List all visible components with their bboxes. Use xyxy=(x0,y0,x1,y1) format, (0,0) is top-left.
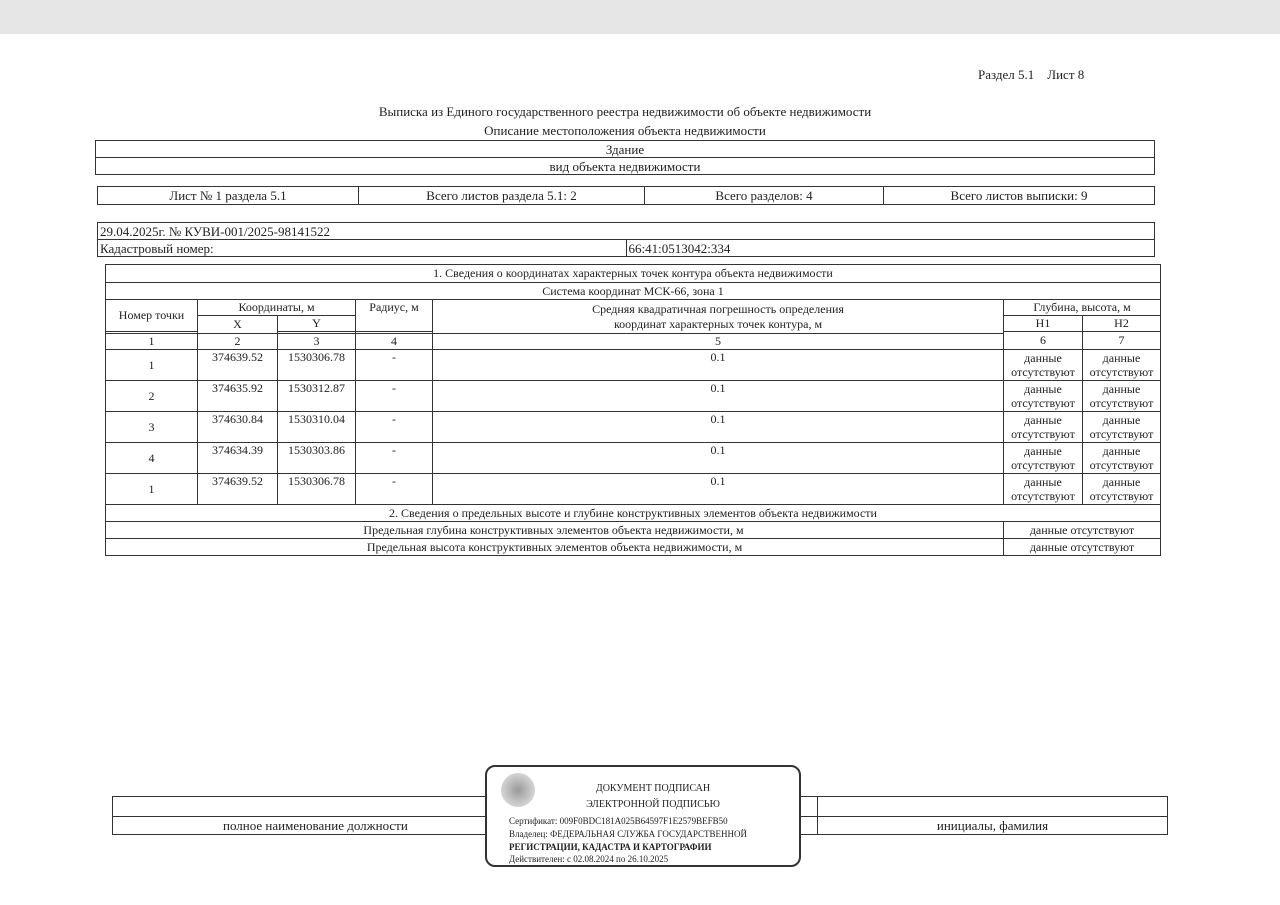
stamp-validity: Действителен: с 02.08.2024 по 26.10.2025 xyxy=(509,854,669,864)
header-h1: H1 xyxy=(1004,316,1083,332)
coord-x: 374639.52 xyxy=(198,474,278,505)
header-radius: Радиус, м xyxy=(356,300,433,332)
limit-height-value: данные отсутствуют xyxy=(1004,539,1161,556)
coord-y: 1530312.87 xyxy=(278,381,356,412)
h1-text: данные xyxy=(1024,351,1062,365)
table-row xyxy=(106,412,1161,443)
stamp-line2: ЭЛЕКТРОННОЙ ПОДПИСЬЮ xyxy=(586,799,720,810)
h1-value xyxy=(1004,350,1083,381)
object-type: Здание xyxy=(96,141,1155,158)
h1-text: отсутствуют xyxy=(1011,489,1075,503)
h2-value xyxy=(1083,474,1161,505)
coord-x: 374635.92 xyxy=(198,381,278,412)
position-caption: полное наименование должности xyxy=(113,817,818,835)
stamp-line1: ДОКУМЕНТ ПОДПИСАН xyxy=(595,783,711,794)
h2-text: данные xyxy=(1102,382,1141,396)
h2-text: данные xyxy=(1102,475,1141,489)
cadastral-number: 66:41:0513042:334 xyxy=(626,240,1155,257)
h1-value xyxy=(1004,381,1083,412)
cadastral-label: Кадастровый номер: xyxy=(98,240,627,257)
header-point: Номер точки xyxy=(106,300,198,332)
radius: - xyxy=(356,412,433,443)
h2-text: данные xyxy=(1102,351,1141,365)
point-number: 1 xyxy=(106,474,198,505)
error: 0.1 xyxy=(433,381,1004,412)
h2-text: отсутствуют xyxy=(1089,489,1154,503)
reference-box xyxy=(97,222,1155,257)
h1-text: данные xyxy=(1024,444,1062,458)
radius: - xyxy=(356,350,433,381)
coord-x: 374639.52 xyxy=(198,350,278,381)
document-reference: 29.04.2025г. № КУВИ-001/2025-98141522 xyxy=(98,223,1155,240)
header-x: X xyxy=(198,316,278,334)
radius: - xyxy=(356,474,433,505)
point-number: 4 xyxy=(106,443,198,474)
document-subtitle: Описание местоположения объекта недвижимости xyxy=(484,123,766,138)
sheet-label: Лист 8 xyxy=(1047,67,1085,82)
coord-x: 374634.39 xyxy=(198,443,278,474)
h2-text: данные xyxy=(1102,444,1141,458)
h1-text: отсутствуют xyxy=(1011,396,1075,410)
sheets-total: Всего листов выписки: 9 xyxy=(884,187,1155,205)
h1-text: отсутствуют xyxy=(1011,427,1075,441)
h2-value xyxy=(1083,381,1161,412)
error: 0.1 xyxy=(433,474,1004,505)
h1-text: отсутствуют xyxy=(1011,365,1075,379)
sheet-info-row xyxy=(97,186,1155,205)
error: 0.1 xyxy=(433,412,1004,443)
stamp-owner-line1: Владелец: ФЕДЕРАЛЬНАЯ СЛУЖБА ГОСУДАРСТВЕННОЙ xyxy=(509,829,748,839)
col-number-2: 2 xyxy=(198,334,278,350)
col-number-3: 3 xyxy=(278,334,356,350)
radius: - xyxy=(356,381,433,412)
point-number: 2 xyxy=(106,381,198,412)
scan-edge xyxy=(0,0,1280,34)
point-number: 3 xyxy=(106,412,198,443)
h1-value xyxy=(1004,443,1083,474)
limit-height-label: Предельная высота конструктивных элементов объекта недвижимости, м xyxy=(106,539,1004,556)
electronic-signature-stamp xyxy=(485,765,801,867)
coordinates-table xyxy=(105,264,1161,556)
table-row xyxy=(106,474,1161,505)
col-number-7: 7 xyxy=(1083,332,1161,350)
col-number-1: 1 xyxy=(106,334,198,350)
h2-value xyxy=(1083,350,1161,381)
coord-x: 374630.84 xyxy=(198,412,278,443)
error: 0.1 xyxy=(433,443,1004,474)
table-row xyxy=(106,381,1161,412)
coord-y: 1530306.78 xyxy=(278,350,356,381)
object-type-box xyxy=(95,140,1155,175)
header-error-line1: Средняя квадратичная погрешность определения xyxy=(592,301,844,316)
header-error xyxy=(433,300,1004,334)
h2-text: отсутствуют xyxy=(1089,396,1154,410)
header-coords: Координаты, м xyxy=(198,300,356,316)
h2-text: отсутствуют xyxy=(1089,365,1154,379)
table-row xyxy=(106,443,1161,474)
sections-total: Всего разделов: 4 xyxy=(645,187,884,205)
h1-text: данные xyxy=(1024,382,1062,396)
table-row xyxy=(106,350,1161,381)
h2-text: отсутствуют xyxy=(1089,458,1154,472)
radius: - xyxy=(356,443,433,474)
section2-title: 2. Сведения о предельных высоте и глубине конструктивных элементов объекта недвижимости xyxy=(106,505,1161,522)
h1-value xyxy=(1004,474,1083,505)
sheet-number: Лист № 1 раздела 5.1 xyxy=(98,187,359,205)
document-title: Выписка из Единого государственного реестра недвижимости об объекте недвижимости xyxy=(378,104,872,119)
coord-y: 1530306.78 xyxy=(278,474,356,505)
section1-title: 1. Сведения о координатах характерных точек контура объекта недвижимости xyxy=(106,265,1161,283)
limit-depth-label: Предельная глубина конструктивных элементов объекта недвижимости, м xyxy=(106,522,1004,539)
h2-text: отсутствуют xyxy=(1089,427,1154,441)
h1-text: данные xyxy=(1024,413,1062,427)
stamp-owner-line2: РЕГИСТРАЦИИ, КАДАСТРА И КАРТОГРАФИИ xyxy=(509,842,712,852)
section-sheet-header xyxy=(978,67,1084,83)
header-error-line2: координат характерных точек контура, м xyxy=(613,316,823,331)
h2-value xyxy=(1083,412,1161,443)
col-number-5: 5 xyxy=(433,334,1004,350)
stamp-certificate: Сертификат: 009F0BDC181A025B64597F1E2579BEFB50 xyxy=(509,816,728,826)
coord-y: 1530303.86 xyxy=(278,443,356,474)
col-number-6: 6 xyxy=(1004,332,1083,350)
section-label: Раздел 5.1 xyxy=(978,67,1035,82)
col-number-4: 4 xyxy=(356,334,433,350)
h2-text: данные xyxy=(1102,413,1141,427)
limit-depth-value: данные отсутствуют xyxy=(1004,522,1161,539)
point-number: 1 xyxy=(106,350,198,381)
coordinate-system: Система координат МСК-66, зона 1 xyxy=(106,283,1161,300)
name-caption: инициалы, фамилия xyxy=(818,817,1168,835)
coord-y: 1530310.04 xyxy=(278,412,356,443)
object-type-caption: вид объекта недвижимости xyxy=(96,158,1155,175)
h1-text: отсутствуют xyxy=(1011,458,1075,472)
h2-value xyxy=(1083,443,1161,474)
sheets-in-section: Всего листов раздела 5.1: 2 xyxy=(359,187,645,205)
h1-text: данные xyxy=(1024,475,1062,489)
h1-value xyxy=(1004,412,1083,443)
header-depth: Глубина, высота, м xyxy=(1004,300,1161,316)
header-y: Y xyxy=(278,316,356,332)
header-h2: H2 xyxy=(1083,316,1161,332)
error: 0.1 xyxy=(433,350,1004,381)
